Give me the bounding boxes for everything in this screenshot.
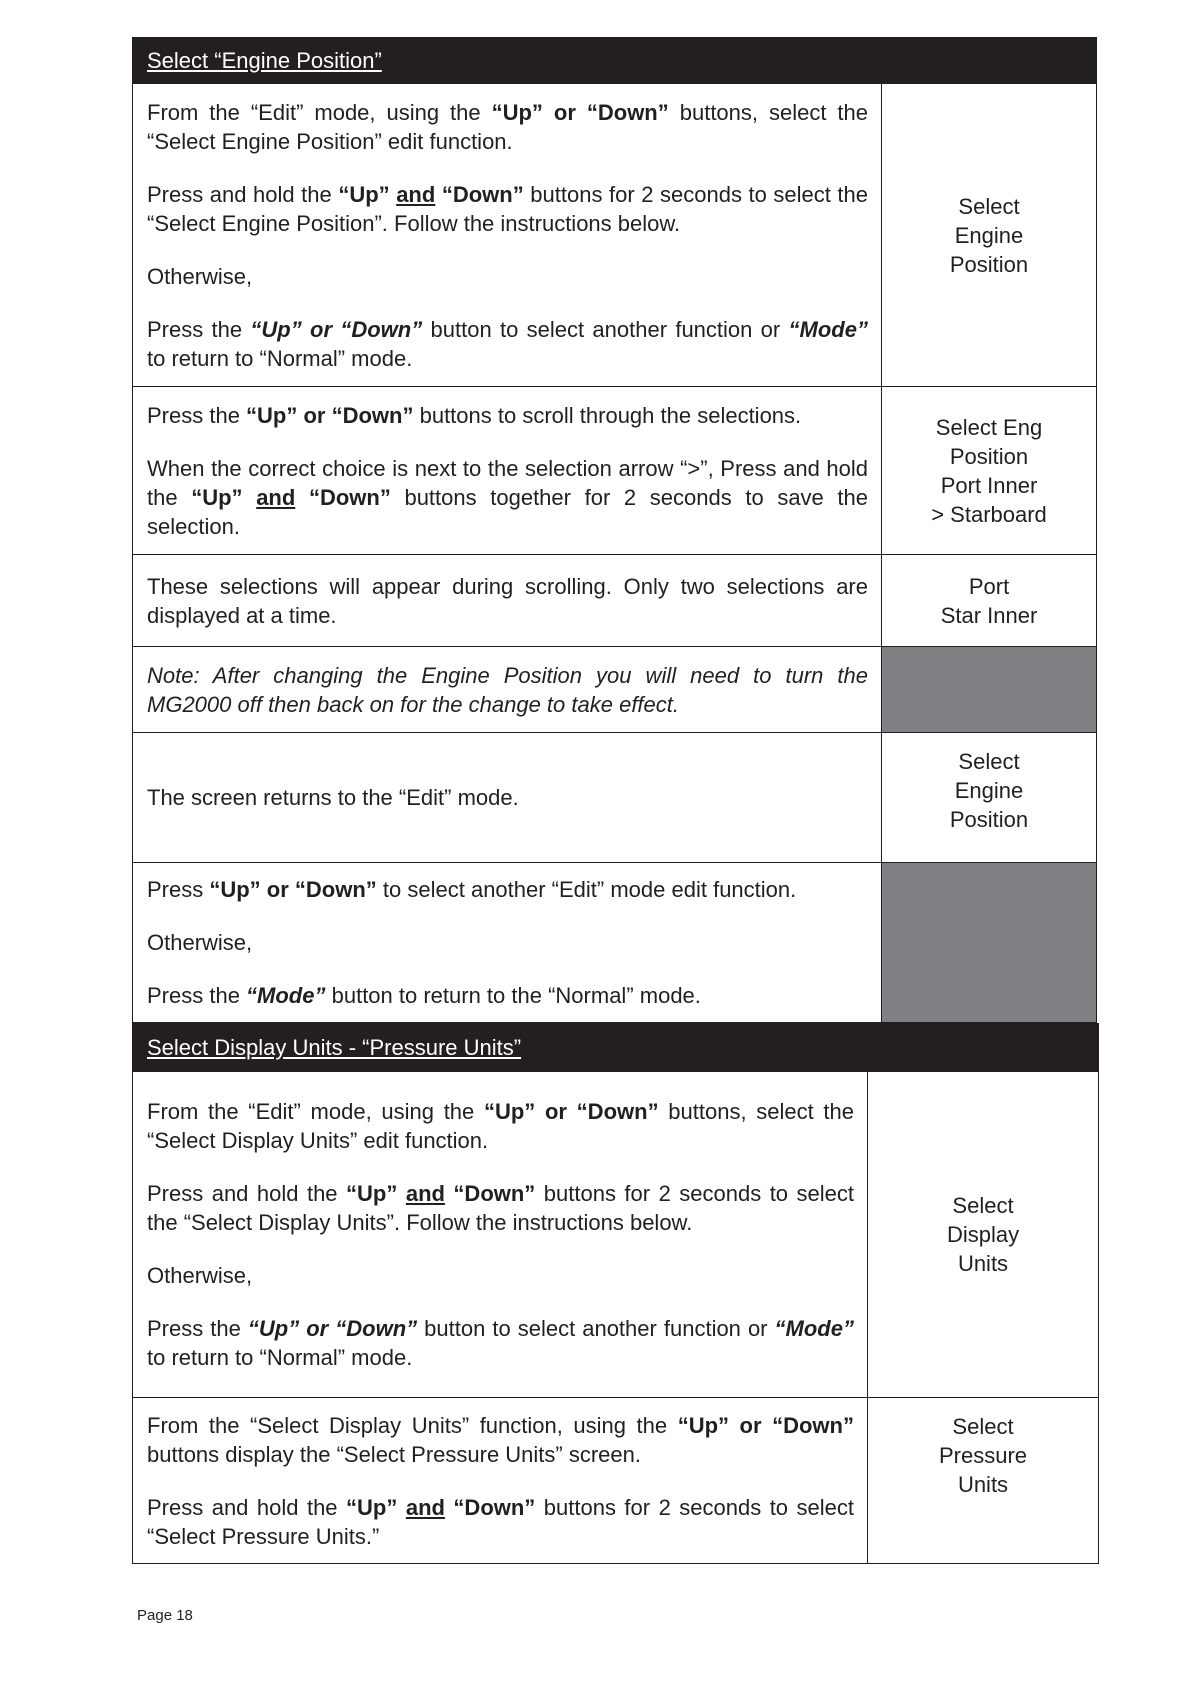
instruction-text: Press the “Up” or “Down” button to select another function or “Mode” to return to “Normal” mode. <box>147 1316 854 1370</box>
instruction-cell <box>133 733 882 863</box>
screen-line: Position <box>949 251 1029 277</box>
instruction-text: These selections will appear during scrolling. Only two selections are displayed at a time. <box>147 573 868 628</box>
section-header: Select Display Units - “Pressure Units” <box>133 1024 1099 1072</box>
instruction-text: The screen returns to the “Edit” mode. <box>147 785 519 810</box>
screen-line: Display <box>946 1222 1020 1247</box>
note-cell <box>133 647 882 733</box>
table-row <box>133 647 1097 733</box>
screen-line: Select <box>952 1193 1014 1218</box>
instruction-text: Press the “Mode” button to return to the “Normal” mode. <box>147 983 701 1008</box>
instruction-cell <box>133 387 882 555</box>
screen-line: Pressure <box>938 1443 1028 1468</box>
note-text: Note: After changing the Engine Position you will need to turn the MG2000 off then back on for the change to take effect. <box>147 662 868 717</box>
blank-screen-cell <box>882 647 1097 733</box>
instruction-text: Press and hold the “Up” and “Down” buttons for 2 seconds to select “Select Pressure Units.” <box>147 1494 854 1549</box>
instruction-cell <box>133 1398 868 1564</box>
instruction-text: Press the “Up” or “Down” buttons to scroll through the selections. <box>147 402 802 428</box>
instruction-text: Otherwise, <box>147 1263 253 1288</box>
screen-line: Units <box>957 1472 1009 1497</box>
table-row <box>133 1072 1099 1398</box>
section-header: Select “Engine Position” <box>133 38 1097 84</box>
screen-line: Select <box>958 193 1020 219</box>
instruction-text: Press “Up” or “Down” to select another “Edit” mode edit function. <box>147 877 797 902</box>
pressure-units-table <box>132 1023 1099 1564</box>
display-screen <box>882 387 1097 555</box>
instruction-text: From the “Edit” mode, using the “Up” or “Down” buttons, select the “Select Engine Position” edit function. <box>147 99 869 154</box>
instruction-text: When the correct choice is next to the selection arrow “>”, Press and hold the “Up” and “Down” buttons together for 2 seconds to save the selection. <box>147 455 868 539</box>
display-screen <box>882 733 1097 863</box>
table-row <box>133 1398 1099 1564</box>
screen-line: Units <box>957 1251 1009 1276</box>
instruction-text: Press and hold the “Up” and “Down” buttons for 2 seconds to select the “Select Engine Position”. Follow the instructions below. <box>147 181 868 236</box>
page-number: Page 18 <box>137 1607 193 1624</box>
table-row <box>133 84 1097 387</box>
screen-line: Engine <box>954 778 1024 803</box>
instruction-cell <box>133 555 882 647</box>
engine-position-table <box>132 37 1097 1023</box>
display-screen <box>882 84 1097 387</box>
instruction-cell <box>133 1072 868 1398</box>
table-row <box>133 733 1097 863</box>
screen-line: Select Eng <box>935 414 1043 440</box>
instruction-cell <box>133 863 882 1023</box>
table-row <box>133 387 1097 555</box>
table-row <box>133 555 1097 647</box>
screen-line: > Starboard <box>931 501 1047 527</box>
display-screen <box>868 1072 1099 1398</box>
instruction-text: Press and hold the “Up” and “Down” buttons for 2 seconds to select the “Select Display Units”. Follow the instructions below. <box>147 1181 854 1235</box>
instruction-text: Otherwise, <box>147 930 253 955</box>
screen-line: Star Inner <box>940 602 1038 628</box>
screen-line: Select <box>958 749 1020 774</box>
screen-line: Position <box>949 807 1029 832</box>
screen-line: Port Inner <box>940 472 1038 498</box>
display-screen <box>882 555 1097 647</box>
instruction-text: Otherwise, <box>147 263 253 289</box>
display-screen <box>868 1398 1099 1564</box>
instruction-cell <box>133 84 882 387</box>
screen-line: Engine <box>954 222 1024 248</box>
instruction-text: From the “Select Display Units” function, using the “Up” or “Down” buttons display the “Select Pressure Units” screen. <box>147 1412 854 1467</box>
instruction-text: Press the “Up” or “Down” button to select another function or “Mode” to return to “Normal” mode. <box>147 316 868 371</box>
screen-line: Position <box>949 443 1029 469</box>
blank-screen-cell <box>882 863 1097 1023</box>
screen-line: Port <box>968 573 1010 599</box>
instruction-text: From the “Edit” mode, using the “Up” or “Down” buttons, select the “Select Display Units” edit function. <box>147 1099 854 1153</box>
table-row <box>133 863 1097 1023</box>
screen-line: Select <box>952 1414 1014 1439</box>
